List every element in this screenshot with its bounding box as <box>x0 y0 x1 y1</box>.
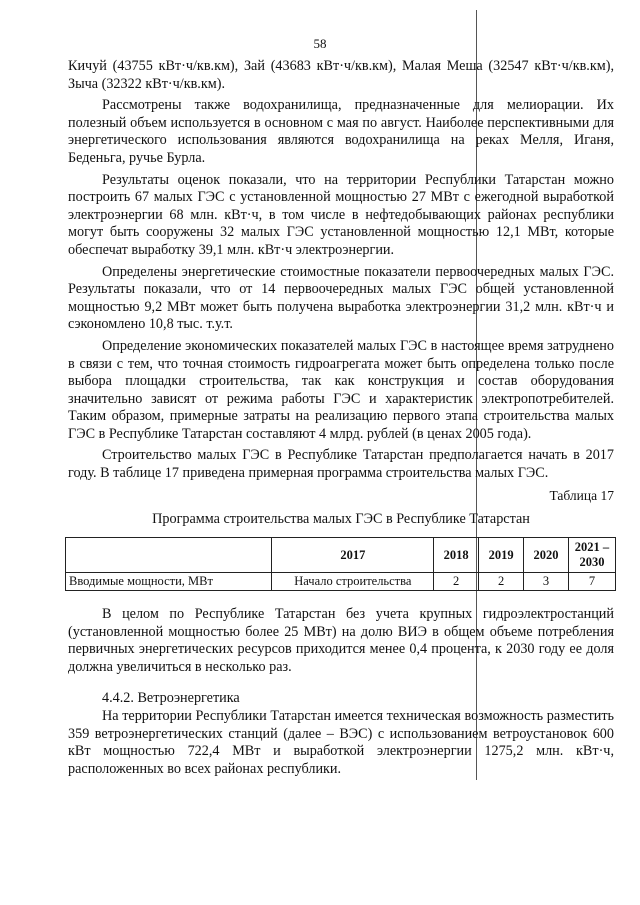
paragraph-reservoirs: Рассмотрены также водохранилища, предназначенные для мелиорации. Их полезный объем используется в основном с мая по август. Наиболее перспективными для энергетического использования являются водохранилища на реках Мелля, Иганя, Беденьга, ручье Бурла. <box>68 97 614 166</box>
paragraph-wind: На территории Республики Татарстан имеется техническая возможность разместить 359 ветроэнергетических станций (далее – ВЭС) с использованием ветроустановок 600 кВт мощностью 722,4 МВт и выработкой электроэнергии 1275,2 млн. кВт·ч, расположенных во всех районах республики. <box>68 707 614 777</box>
table-cell: 7 <box>568 573 615 591</box>
paragraph-priority-hpp: Определены энергетические стоимостные показатели первоочередных малых ГЭС. Результаты показали, что от 14 первоочередных малых ГЭС общей установленной мощностью 9,2 МВт может быть получена выработка электроэнергии 31,2 млн. кВт·ч и сэкономлено 10,8 тыс. т.у.т. <box>68 263 614 333</box>
table-cell: Вводимые мощности, МВт <box>66 573 272 591</box>
table-title: Программа строительства малых ГЭС в Республике Татарстан <box>152 511 530 527</box>
table-cell: 3 <box>524 573 569 591</box>
table-header-cell <box>66 538 272 573</box>
table-header-row <box>66 538 616 573</box>
table-header-cell: 2018 <box>434 538 479 573</box>
paragraph-estimates: Результаты оценок показали, что на территории Республики Татарстан можно построить 67 малых ГЭС с установленной мощностью 27 МВт с ежегодной выработкой электроэнергии 68 млн. кВт·ч, в том числе в нефтедобывающих районах республики могут быть сооружены 32 малых ГЭС установленной мощностью 12,1 МВт, которые обеспечат выработку 39,1 млн. кВт·ч электроэнергии. <box>68 171 614 258</box>
table-header-cell: 2017 <box>272 538 434 573</box>
page-number: 58 <box>313 36 327 51</box>
body-text-lower <box>68 606 614 778</box>
section-heading: 4.4.2. Ветроэнергетика <box>102 690 240 707</box>
table-label: Таблица 17 <box>549 488 614 503</box>
table-cell: Начало строительства <box>272 573 434 591</box>
table-header-cell: 2020 <box>524 538 569 573</box>
paragraph-construction-start: Строительство малых ГЭС в Республике Татарстан предполагается начать в 2017 году. В таблице 17 приведена примерная программа строительства малых ГЭС. <box>68 447 614 482</box>
construction-program-table <box>65 537 616 591</box>
table-header-cell: 2019 <box>479 538 524 573</box>
body-text-upper <box>68 58 614 483</box>
paragraph-renewables-share: В целом по Республике Татарстан без учета крупных гидроэлектростанций (установленной мощностью более 25 МВт) на долю ВИЭ в общем объеме потребления первичных энергетических ресурсов приходится менее 0,4 процента, к 2030 году ее доля должна увеличиться в несколько раз. <box>68 606 614 675</box>
paragraph-rivers-continuation: Кичуй (43755 кВт·ч/кв.км), Зай (43683 кВт·ч/кв.км), Малая Меша (32547 кВт·ч/кв.км), Зыча (32322 кВт·ч/кв.км). <box>68 58 614 92</box>
table-row <box>66 573 616 591</box>
table-header-cell: 2021 – 2030 <box>568 538 615 573</box>
table-cell: 2 <box>434 573 479 591</box>
table-cell: 2 <box>479 573 524 591</box>
paragraph-economics: Определение экономических показателей малых ГЭС в настоящее время затруднено в связи с тем, что точная стоимость гидроагрегата может быть определена только после выбора площадки строительства, так как конструкция и состав оборудования значительно зависят от режима работы ГЭС и характеристик электропотребителей. Таким образом, примерные затраты на реализацию первого этапа строительства малых ГЭС в Республике Татарстан составляют 4 млрд. рублей (в ценах 2005 года). <box>68 337 614 442</box>
